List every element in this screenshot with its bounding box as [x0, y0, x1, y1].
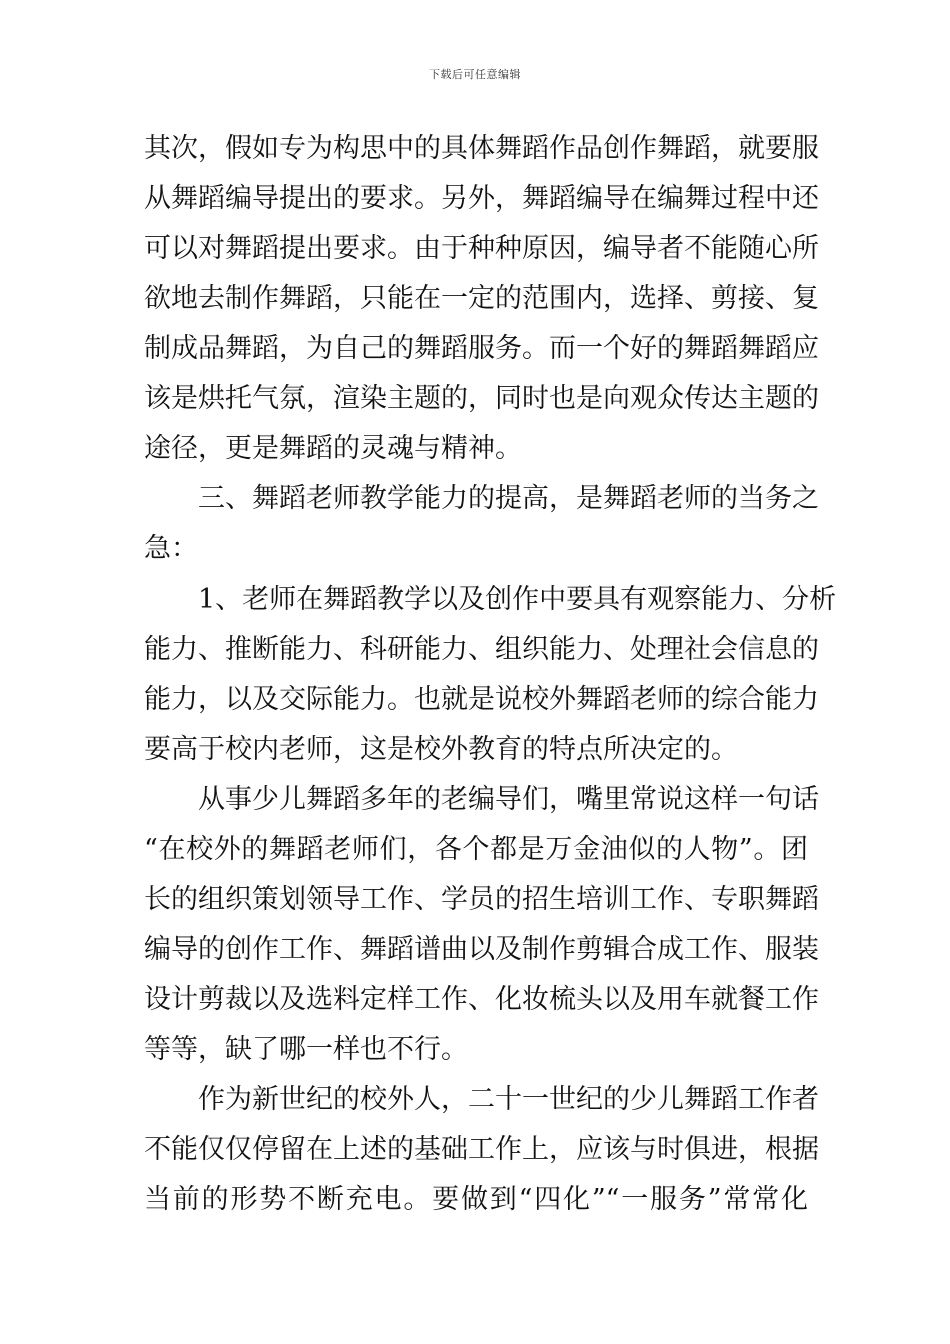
body-line: 其次，假如专为构思中的具体舞蹈作品创作舞蹈，就要服 [144, 133, 819, 164]
body-line: “在校外的舞蹈老师们，各个都是万金油似的人物”。团 [144, 834, 808, 865]
body-line: 当前的形势不断充电。要做到“四化”“一服务”常常化 [144, 1184, 808, 1215]
body-line: 欲地去制作舞蹈，只能在一定的范围内，选择、剪接、复 [144, 283, 819, 314]
body-line: 该是烘托气氛，渲染主题的，同时也是向观众传达主题的 [144, 383, 819, 414]
body-line: 从事少儿舞蹈多年的老编导们，嘴里常说这样一句话 [198, 784, 819, 815]
body-line: 能力、推断能力、科研能力、组织能力、处理社会信息的 [144, 634, 819, 665]
body-line: 要高于校内老师，这是校外教育的特点所决定的。 [144, 734, 738, 765]
body-line: 从舞蹈编导提出的要求。另外，舞蹈编导在编舞过程中还 [144, 183, 819, 214]
section-heading-line: 三、舞蹈老师教学能力的提高，是舞蹈老师的当务之 [198, 483, 819, 514]
body-line: 编导的创作工作、舞蹈谱曲以及制作剪辑合成工作、服装 [144, 934, 819, 965]
body-line: 作为新世纪的校外人，二十一世纪的少儿舞蹈工作者 [198, 1084, 819, 1115]
body-line: 制成品舞蹈，为自己的舞蹈服务。而一个好的舞蹈舞蹈应 [144, 333, 819, 364]
body-line: 1、老师在舞蹈教学以及创作中要具有观察能力、分析 [198, 584, 837, 615]
body-line: 等等，缺了哪一样也不行。 [144, 1034, 468, 1065]
body-line: 不能仅仅停留在上述的基础工作上，应该与时俱进，根据 [144, 1134, 819, 1165]
page-header: 下载后可任意编辑 [429, 68, 521, 81]
body-line: 可以对舞蹈提出要求。由于种种原因，编导者不能随心所 [144, 233, 819, 264]
body-line: 能力，以及交际能力。也就是说校外舞蹈老师的综合能力 [144, 684, 819, 715]
body-line: 途径，更是舞蹈的灵魂与精神。 [144, 433, 522, 464]
body-line: 长的组织策划领导工作、学员的招生培训工作、专职舞蹈 [144, 884, 819, 915]
section-heading-line: 急： [144, 533, 198, 564]
body-line: 设计剪裁以及选料定样工作、化妆梳头以及用车就餐工作 [144, 984, 819, 1015]
